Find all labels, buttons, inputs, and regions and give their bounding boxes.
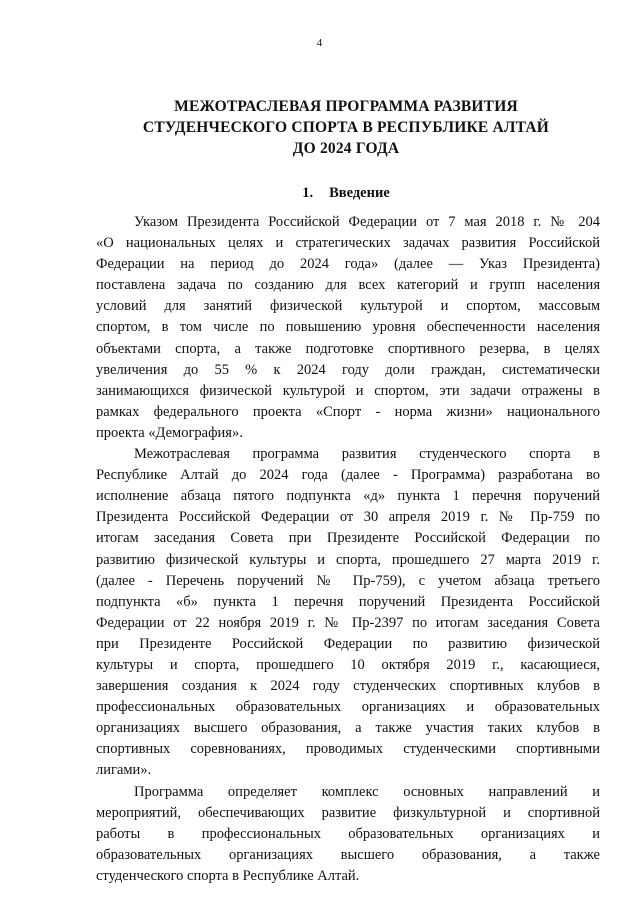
paragraph-1 xyxy=(96,212,600,444)
text-line: занимающихся физической культурой и спортом, эти задачи отражены в xyxy=(96,382,600,399)
text-line: Федерации от 22 ноября 2019 г. № Пр-2397 по итогам заседания Совета xyxy=(96,614,600,631)
text-line: образовательных организациях высшего образования, а также xyxy=(96,846,600,863)
text-line: условий для занятий физической культурой и спортом, массовым xyxy=(96,298,600,315)
body-text xyxy=(96,212,600,887)
text-line: «О национальных целях и стратегических задачах развития Российской xyxy=(96,235,600,252)
text-line: развитию физической культуры и спорта, прошедшего 27 марта 2019 г. xyxy=(96,551,600,568)
text-line: спортивных соревнованиях, проводимых студенческими спортивными xyxy=(96,741,600,758)
page-number: 4 xyxy=(316,37,323,49)
text-line: исполнение абзаца пятого подпункта «д» пункта 1 перечня поручений xyxy=(96,488,600,505)
text-line: Республике Алтай до 2024 года (далее - Программа) разработана во xyxy=(96,467,600,484)
text-line: увеличения до 55 % к 2024 году доли граждан, систематически xyxy=(96,361,600,378)
text-line: лигами». xyxy=(96,762,152,779)
text-line: Межотраслевая программа развития студенческого спорта в xyxy=(134,446,600,463)
text-line: подпункта «б» пункта 1 перечня поручений Президента Российской xyxy=(96,593,600,610)
text-line: Федерации на период до 2024 года» (далее — Указ Президента) xyxy=(96,256,600,273)
title-line: ДО 2024 ГОДА xyxy=(292,140,400,157)
section-title: Введение xyxy=(329,185,390,201)
section-number: 1. xyxy=(302,185,314,201)
text-line: мероприятий, обеспечивающих развитие физкультурной и спортивной xyxy=(96,804,600,821)
text-line: проекта «Демография». xyxy=(96,424,243,441)
text-line: спортом, в том числе по повышению уровня обеспеченности населения xyxy=(96,319,600,336)
text-line: Президента Российской Федерации от 30 апреля 2019 г. № Пр-759 по xyxy=(96,509,600,526)
paragraph-3 xyxy=(96,782,600,887)
text-line: студенческого спорта в Республике Алтай. xyxy=(96,867,360,884)
text-line: работы в профессиональных образовательных организациях и xyxy=(96,825,600,842)
section-heading xyxy=(96,183,596,203)
text-line: объектами спорта, а также подготовке спортивного резерва, в целях xyxy=(96,340,600,357)
text-line: культуры и спорта, прошедшего 10 октября 2019 г., касающиеся, xyxy=(96,656,600,673)
document-title xyxy=(96,96,596,159)
title-line: МЕЖОТРАСЛЕВАЯ ПРОГРАММА РАЗВИТИЯ xyxy=(174,98,518,115)
text-line: Программа определяет комплекс основных направлений и xyxy=(134,783,600,800)
text-line: итогам заседания Совета при Президенте Российской Федерации по xyxy=(96,530,600,547)
text-line: организациях высшего образования, а также участия таких клубов в xyxy=(96,720,600,737)
text-line: профессиональных образовательных организациях и образовательных xyxy=(96,699,600,716)
paragraph-2 xyxy=(96,444,600,782)
title-line: СТУДЕНЧЕСКОГО СПОРТА В РЕСПУБЛИКЕ АЛТАЙ xyxy=(142,119,550,136)
text-line: поставлена задача по созданию для всех категорий и групп населения xyxy=(96,277,600,294)
text-line: завершения создания к 2024 году студенческих спортивных клубов в xyxy=(96,678,600,695)
text-line: Указом Президента Российской Федерации от 7 мая 2018 г. № 204 xyxy=(134,214,600,230)
text-line: рамках федерального проекта «Спорт - норма жизни» национального xyxy=(96,403,600,420)
text-line: при Президенте Российской Федерации по развитию физической xyxy=(96,635,600,652)
text-line: (далее - Перечень поручений № Пр-759), с учетом абзаца третьего xyxy=(96,572,600,589)
